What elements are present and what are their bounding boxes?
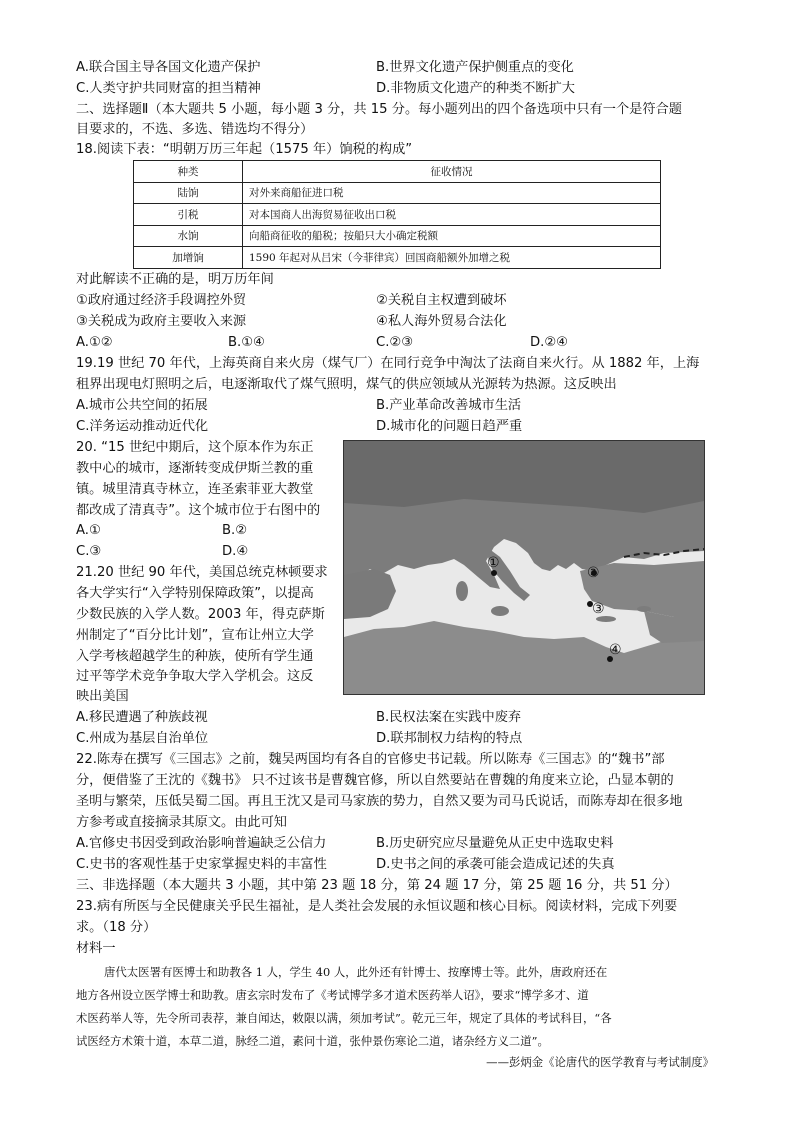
map-label-2: ② (587, 565, 600, 581)
q19-stem-line2: 租界出现电灯照明之后，电逐渐取代了煤气照明，煤气的供应领域从光源转为热源。这反映出 (76, 377, 617, 392)
q17-option-a: A.联合国主导各国文化遗产保护 (76, 60, 261, 75)
q19-option-b: B.产业革命改善城市生活 (376, 398, 522, 413)
q20-stem-line1: 20. “15 世纪中期后，这个原本作为东正 (76, 440, 314, 455)
table-cell: 陆饷 (134, 182, 243, 204)
q18-question: 对此解读不正确的是，明万历年间 (76, 272, 274, 287)
q20-stem-line3: 镇。城里清真寺林立，连圣索菲亚大教堂 (76, 482, 314, 497)
table-header-cell: 征收情况 (243, 161, 661, 183)
q22-stem-line2: 分，便借鉴了王沈的《魏书》 只不过该书是曹魏官修，所以自然要站在曹魏的角度来立论，凸显本朝的 (76, 773, 674, 788)
table-cell: 1590 年起对从吕宋（今菲律宾）回国商船额外加增之税 (243, 247, 661, 269)
q20-stem-line4: 都改成了清真寺”。这个城市位于右图中的 (76, 503, 321, 518)
map-label-4: ④ (609, 642, 622, 658)
q23-material-line2: 地方各州设立医学博士和助教。唐玄宗时发布了《考试博学多才道术医药举人诏》，要求“博学多才、道 (76, 988, 589, 1002)
q21-option-b: B.民权法案在实践中废弃 (376, 710, 522, 725)
q18-statement-2: ②关税自主权遭到破坏 (376, 293, 507, 308)
section2-heading-cont: 目要求的，不选、多选、错选均不得分） (76, 122, 314, 137)
table-header-row (134, 161, 661, 183)
q18-option-d: D.②④ (530, 335, 568, 350)
q18-statement-3: ③关税成为政府主要收入来源 (76, 314, 247, 329)
q23-material-source: ——彭炳金《论唐代的医学教育与考试制度》 (486, 1055, 714, 1069)
mediterranean-map (343, 440, 705, 695)
table-cell: 水饷 (134, 225, 243, 247)
q21-option-c: C.州成为基层自治单位 (76, 731, 209, 746)
island (491, 606, 509, 616)
q18-option-b: B.①④ (228, 335, 265, 350)
table-row (134, 247, 661, 269)
section2-heading: 二、选择题Ⅱ（本大题共 5 小题，每小题 3 分，共 15 分。每小题列出的四个备选项中只有一个是符合题 (76, 102, 682, 117)
q21-stem-line1: 21.20 世纪 90 年代，美国总统克林顿要求 (76, 565, 328, 580)
q21-option-a: A.移民遭遇了种族歧视 (76, 710, 208, 725)
q18-stem: 18.阅读下表：“明朝万历三年起（1575 年）饷税的构成” (76, 142, 413, 157)
q22-stem-line3: 圣明与繁荣，压低吴蜀二国。再且王沈又是司马家族的势力，自然又要为司马氏说话，而陈寿却在很多地 (76, 794, 683, 809)
island (637, 606, 651, 612)
table-row (134, 182, 661, 204)
q17-option-c: C.人类守护共同财富的担当精神 (76, 81, 261, 96)
q22-option-b: B.历史研究应尽量避免从正史中选取史料 (376, 836, 614, 851)
island (456, 581, 468, 601)
q21-stem-line5: 入学考核超越学生的种族，使所有学生通 (76, 649, 314, 664)
section3-heading: 三、非选择题（本大题共 3 小题，其中第 23 题 18 分，第 24 题 17 分，第 25 题 16 分，共 51 分） (76, 878, 678, 893)
table-cell: 引税 (134, 204, 243, 226)
table-cell: 向船商征收的船税；按船只大小确定税额 (243, 225, 661, 247)
q22-option-d: D.史书之间的承袭可能会造成记述的失真 (376, 857, 615, 872)
q21-stem-line2: 各大学实行“入学特别保障政策”，以提高 (76, 586, 314, 601)
q22-option-a: A.官修史书因受到政治影响普遍缺乏公信力 (76, 836, 327, 851)
q22-stem-line4: 方参考或直接摘录其原文。由此可知 (76, 815, 287, 830)
table-row (134, 225, 661, 247)
q19-option-c: C.洋务运动推动近代化 (76, 419, 209, 434)
q20-option-b: B.② (222, 523, 248, 538)
q18-statement-4: ④私人海外贸易合法化 (376, 314, 507, 329)
q18-option-c: C.②③ (376, 335, 414, 350)
q21-stem-line7: 映出美国 (76, 689, 129, 704)
table-cell: 对外来商船征进口税 (243, 182, 661, 204)
q18-option-a: A.①② (76, 335, 113, 350)
q23-material-line3: 术医药举人等，先令所司表荐，兼自闻达，敕限以满，须加考试”。乾元三年，规定了具体的考试科目，“各 (76, 1011, 612, 1025)
q22-option-c: C.史书的客观性基于史家掌握史料的丰富性 (76, 857, 327, 872)
q20-stem-line2: 教中心的城市，逐渐转变成伊斯兰教的重 (76, 461, 314, 476)
map-label-1: ① (487, 555, 500, 571)
q17-option-b: B.世界文化遗产保护侧重点的变化 (376, 60, 574, 75)
q20-option-a: A.① (76, 523, 101, 538)
q23-material-line1: 唐代太医署有医博士和助教各 1 人，学生 40 人，此外还有针博士、按摩博士等。此外，唐政府还在 (104, 965, 608, 979)
q23-material-line4: 试医经方术策十道，本草二道，脉经二道，素问十道，张仲景伤寒论二道，诸杂经方义二道”。 (76, 1034, 549, 1048)
q22-stem-line1: 22.陈寿在撰写《三国志》之前，魏吴两国均有各自的官修史书记载。所以陈寿《三国志》的“魏书”部 (76, 752, 665, 767)
q23-stem-line2: 求。（18 分） (76, 920, 157, 935)
map-label-3: ③ (592, 601, 605, 617)
q17-option-d: D.非物质文化遗产的种类不断扩大 (376, 81, 575, 96)
q23-stem-line1: 23.病有所医与全民健康关乎民生福祉，是人类社会发展的永恒议题和核心目标。阅读材料，完成下列要 (76, 899, 678, 914)
q18-statement-1: ①政府通过经济手段调控外贸 (76, 293, 247, 308)
q19-option-a: A.城市公共空间的拓展 (76, 398, 208, 413)
q19-option-d: D.城市化的问题日趋严重 (376, 419, 523, 434)
table-cell: 对本国商人出海贸易征收出口税 (243, 204, 661, 226)
table-cell: 加增饷 (134, 247, 243, 269)
q21-stem-line6: 过平等学术竞争争取大学入学机会。这反 (76, 669, 314, 684)
q20-option-c: C.③ (76, 544, 102, 559)
q20-option-d: D.④ (222, 544, 249, 559)
table-header-cell: 种类 (134, 161, 243, 183)
q21-option-d: D.联邦制权力结构的特点 (376, 731, 523, 746)
q19-stem-line1: 19.19 世纪 70 年代，上海英商自来火房（煤气厂）在同行竞争中淘汰了法商自来火行。从 1882 年，上海 (76, 356, 700, 371)
map-svg (344, 441, 704, 694)
q23-material-title: 材料一 (76, 941, 116, 956)
q21-stem-line3: 少数民族的入学人数。2003 年，得克萨斯 (76, 607, 325, 622)
q21-stem-line4: 州制定了“百分比计划”，宣布让州立大学 (76, 628, 314, 643)
north-land (344, 441, 704, 513)
q18-table (133, 160, 661, 269)
table-row (134, 204, 661, 226)
